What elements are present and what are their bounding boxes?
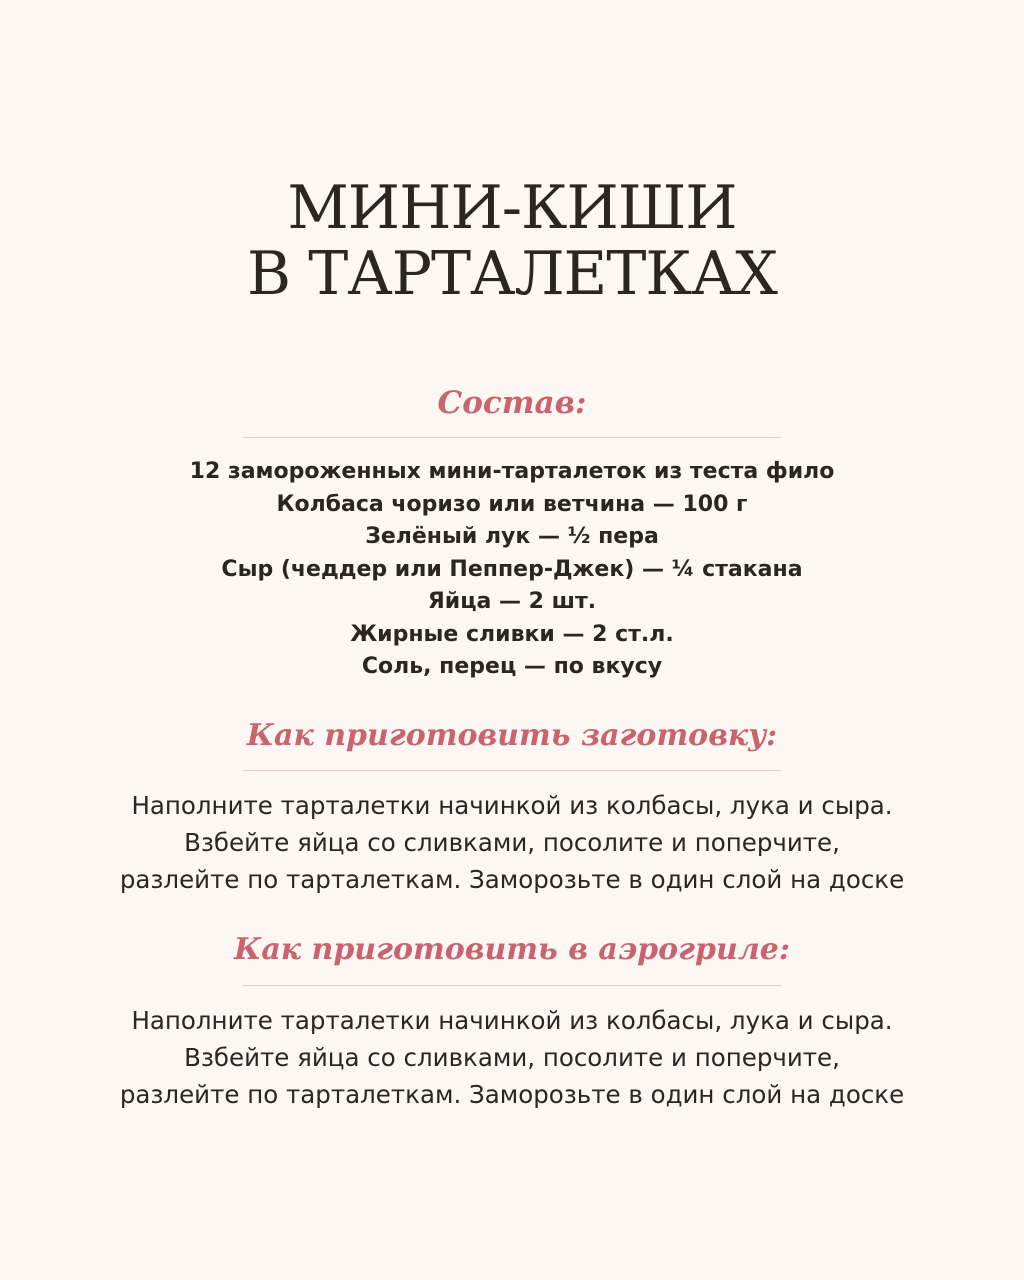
- ingredient-item: Яйца — 2 шт.: [427, 589, 597, 614]
- prep-line: Наполните тарталетки начинкой из колбасы, лука и сыра.: [131, 791, 893, 820]
- prep-line: Взбейте яйца со сливками, посолите и поперчите,: [184, 828, 840, 857]
- prep-instructions: [0, 787, 1024, 898]
- ingredient-item: Колбаса чоризо или ветчина — 100 г: [276, 491, 748, 517]
- prep-divider: [243, 770, 781, 771]
- title-line-1: МИНИ-КИШИ: [287, 173, 737, 243]
- ingredients-list: [0, 456, 1024, 684]
- ingredient-item: Жирные сливки — 2 ст.л.: [350, 621, 674, 647]
- ingredient-item: Соль, перец — по вкусу: [361, 654, 663, 679]
- prep-line: разлейте по тарталеткам. Заморозьте в один слой на доске: [119, 865, 905, 894]
- ingredients-divider: [243, 437, 781, 438]
- ingredients-heading: Состав:: [437, 385, 587, 421]
- ingredient-item: Сыр (чеддер или Пеппер-Джек) — ¼ стакана: [221, 556, 803, 582]
- prep-heading: Как приготовить заготовку:: [246, 718, 778, 753]
- ingredient-item: Зелёный лук — ½ пера: [365, 524, 659, 549]
- airfryer-line: Наполните тарталетки начинкой из колбасы, лука и сыра.: [131, 1006, 893, 1035]
- airfryer-heading: Как приготовить в аэрогриле:: [234, 932, 790, 967]
- airfryer-line: Взбейте яйца со сливками, посолите и поперчите,: [184, 1043, 840, 1072]
- airfryer-line: разлейте по тарталеткам. Заморозьте в один слой на доске: [119, 1080, 905, 1109]
- ingredient-item: 12 замороженных мини-тарталеток из теста фило: [189, 459, 835, 484]
- title-line-2: В ТАРТАЛЕТКАХ: [247, 239, 777, 309]
- airfryer-divider: [243, 985, 781, 986]
- airfryer-instructions: [0, 1002, 1024, 1113]
